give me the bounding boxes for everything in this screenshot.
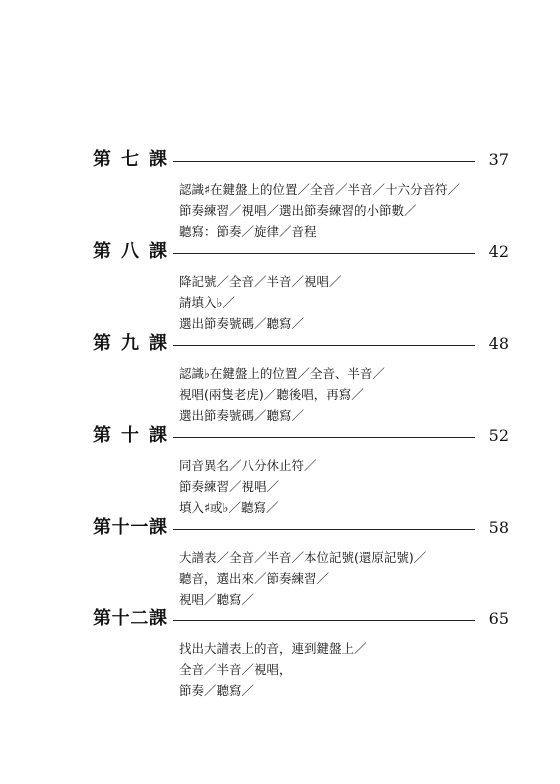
topic-list [179, 547, 519, 610]
topic-line: 找出大譜表上的音，連到鍵盤上／ [179, 641, 367, 656]
lesson-title-char: 課 [148, 608, 167, 629]
lesson-title [93, 148, 167, 172]
lesson-title [93, 240, 167, 264]
lesson-title-char: 第 [93, 149, 111, 170]
topic-list [179, 363, 519, 426]
lesson-title-char: 第 [93, 517, 111, 538]
topic-line: 降記號／全音／半音／視唱／ [179, 274, 342, 289]
lesson-title-char: 課 [149, 425, 167, 446]
page-number: 37 [488, 150, 509, 169]
topic-line: 填入♯或♭／聽寫／ [179, 500, 279, 515]
lesson-title [93, 332, 167, 356]
lesson-title-char: 十 [121, 425, 139, 446]
lesson-title-char: 十 [111, 608, 130, 629]
topic-line: 聽寫：節奏／旋律／音程 [179, 224, 317, 239]
lesson-title-char: 第 [93, 425, 111, 446]
lesson-title-char: 二 [130, 608, 149, 629]
lesson-title-char: 七 [121, 149, 139, 170]
lesson-heading [93, 424, 513, 448]
topic-line: 認識♯在鍵盤上的位置／全音／半音／十六分音符／ [179, 182, 461, 197]
topic-list [179, 455, 519, 518]
topic-line: 選出節奏號碼／聽寫／ [179, 408, 305, 423]
lesson-title [93, 607, 167, 631]
page-number: 48 [488, 334, 509, 353]
lesson-title-char: 第 [93, 608, 111, 629]
lesson-title-char: 課 [148, 517, 167, 538]
leader-line [173, 253, 475, 254]
topic-line: 選出節奏號碼／聽寫／ [179, 316, 305, 331]
topic-line: 大譜表／全音／半音／本位記號(還原記號)／ [179, 550, 427, 565]
lesson-title-char: 第 [93, 241, 111, 262]
topic-line: 視唱／聽寫／ [179, 592, 255, 607]
lesson-title-char: 課 [149, 149, 167, 170]
lesson-heading [93, 332, 513, 356]
topic-list [179, 179, 519, 242]
leader-line [173, 161, 475, 162]
lesson-title-char: 十 [111, 517, 130, 538]
lesson-title-char: 課 [149, 333, 167, 354]
leader-line [173, 437, 475, 438]
topic-line: 視唱(兩隻老虎)／聽後唱，再寫／ [179, 387, 364, 402]
page-number: 42 [488, 242, 509, 261]
lesson-heading [93, 516, 513, 540]
topic-line: 同音異名／八分休止符／ [179, 458, 317, 473]
lesson-title-char: 課 [149, 241, 167, 262]
lesson-title-char: 八 [121, 241, 139, 262]
lesson-heading [93, 148, 513, 172]
topic-line: 認識♭在鍵盤上的位置／全音、半音／ [179, 366, 385, 381]
leader-line [173, 345, 475, 346]
topic-line: 節奏練習／視唱／選出節奏練習的小節數／ [179, 203, 417, 218]
lesson-heading [93, 240, 513, 264]
lesson-title [93, 516, 167, 540]
lesson-title [93, 424, 167, 448]
page-number: 65 [488, 609, 509, 628]
page-number: 58 [488, 518, 509, 537]
lesson-title-char: 一 [130, 517, 149, 538]
topic-line: 節奏練習／視唱／ [179, 479, 280, 494]
topic-list [179, 271, 519, 334]
page-number: 52 [488, 426, 509, 445]
topic-line: 聽音，選出來／節奏練習／ [179, 571, 330, 586]
lesson-title-char: 第 [93, 333, 111, 354]
lesson-title-char: 九 [121, 333, 139, 354]
topic-line: 節奏／聽寫／ [179, 683, 255, 698]
leader-line [173, 620, 475, 621]
lesson-heading [93, 607, 513, 631]
topic-line: 全音／半音／視唱， [179, 662, 292, 677]
leader-line [173, 529, 475, 530]
topic-list [179, 638, 519, 701]
topic-line: 請填入♭／ [179, 295, 235, 310]
